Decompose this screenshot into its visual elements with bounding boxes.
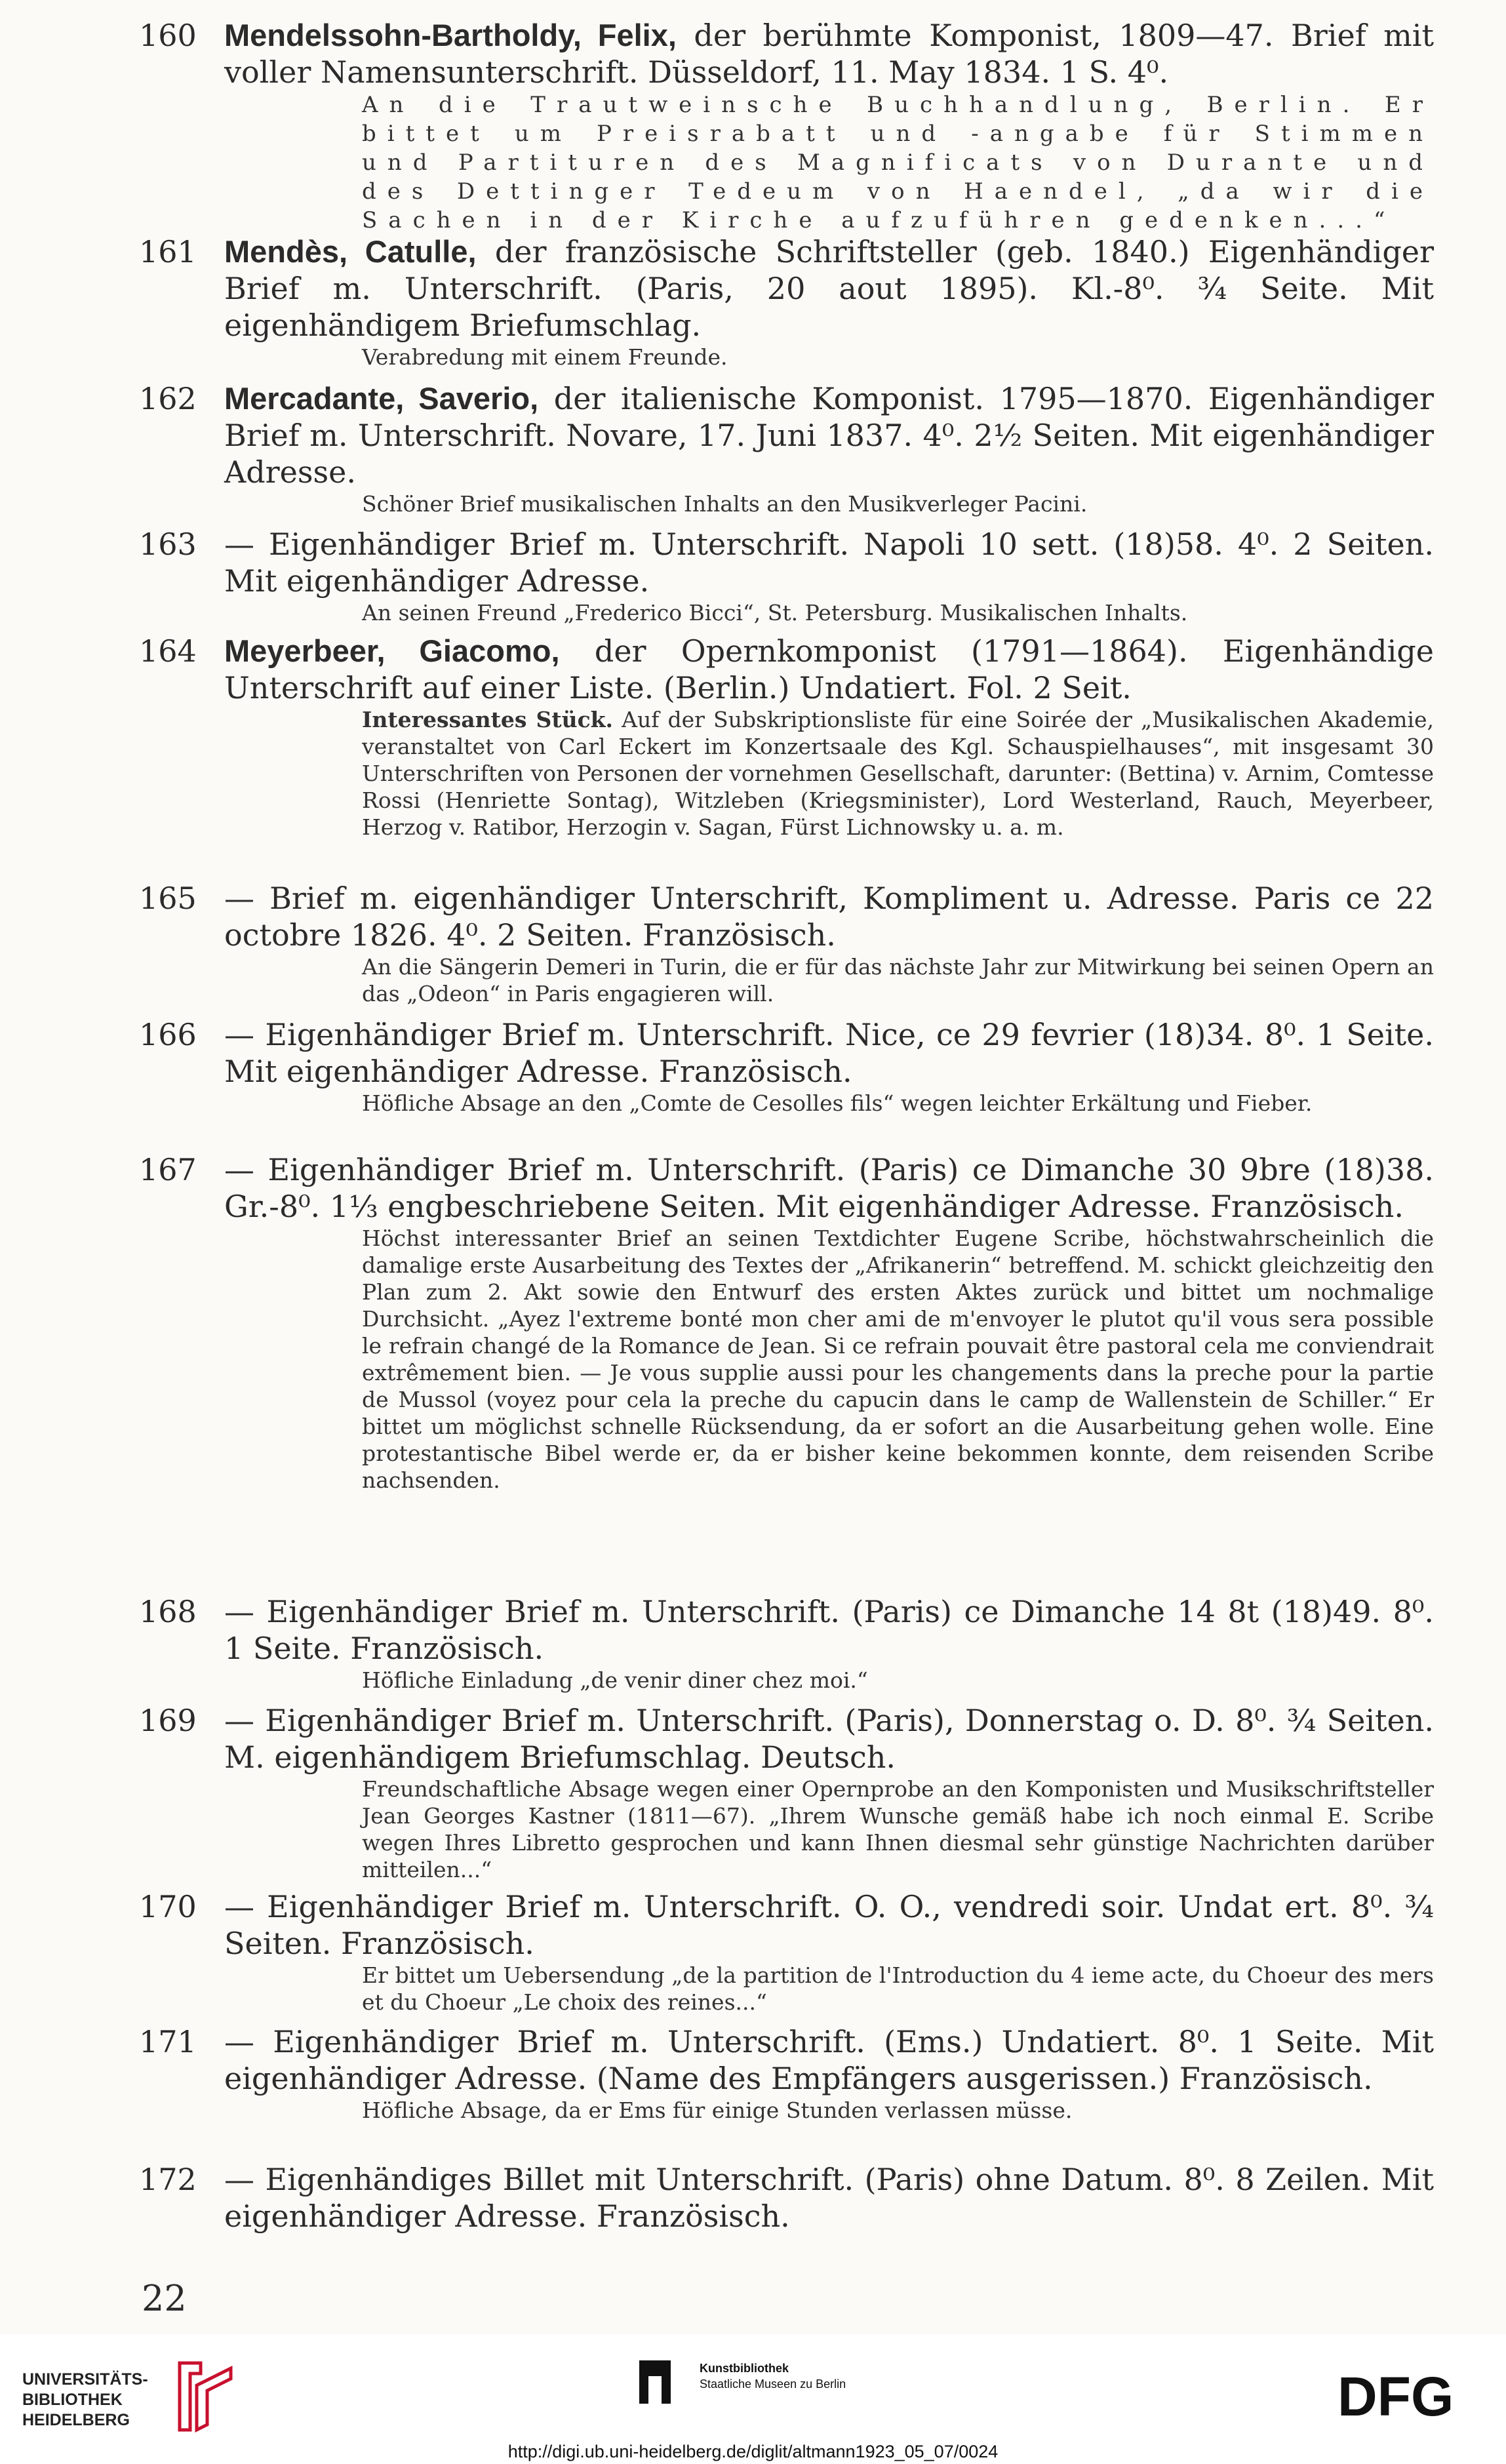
entry-main [224, 526, 1434, 599]
entry-163 [139, 526, 1434, 626]
entry-number: 171 [139, 2024, 197, 2059]
library-name-line: HEIDELBERG [22, 2411, 130, 2429]
entry-note: Höfliche Einladung „de venir diner chez moi.“ [362, 1667, 868, 1693]
library-name [22, 2370, 148, 2431]
entry-170 [139, 1888, 1434, 2016]
entry-171 [139, 2023, 1434, 2124]
entry-note: Er bittet um Uebersendung „de la partition de l'Introduction du 4 ieme acte, du Choeur des mers et du Choeur „Le choix des reines...“ [362, 1962, 1434, 2015]
entry-text: der berühmte Komponist, 1809—47. Brief mit voller Namensunterschrift. Düsseldorf, 11. May 1834. 1 S. 4⁰. [224, 18, 1435, 90]
entry-text: — Eigenhändiges Billet mit Unterschrift. (Paris) ohne Datum. 8⁰. 8 Zeilen. Mit eigenhändiger Adresse. Französisch. [224, 2162, 1434, 2234]
library-mark-icon [174, 2359, 235, 2435]
entry-note: Höfliche Absage, da er Ems für einige Stunden verlassen müsse. [362, 2097, 1073, 2123]
entry-name: Meyerbeer, Giacomo, [224, 633, 560, 668]
entry-note: Höfliche Absage an den „Comte de Cesolles fils“ wegen leichter Erkältung und Fieber. [362, 1090, 1313, 1116]
entry-note: Verabredung mit einem Freunde. [362, 344, 728, 370]
entry-167 [139, 1151, 1434, 1494]
entry-168 [139, 1593, 1434, 1694]
entry-note: Freundschaftliche Absage wegen einer Opernprobe an den Komponisten und Musikschriftsteller Jean Georges Kastner (1811—67). „Ihrem Wunsche gemäß habe ich noch einmal E. Scribe wegen Ihres Libretto gesprochen und kann Ihnen diesmal sehr günstige Nachrichten darüber mitteilen...“ [362, 1776, 1434, 1882]
university-library-logo[interactable] [22, 2358, 239, 2436]
entry-text: — Brief m. eigenhändiger Unterschrift, Kompliment u. Adresse. Paris ce 22 octobre 1826. 4⁰. 2 Seiten. Französisch. [224, 881, 1434, 953]
page-number: 22 [142, 2278, 187, 2319]
library-name-line: BIBLIOTHEK [22, 2391, 123, 2409]
entry-main [224, 1888, 1434, 1962]
kunstbibliothek-text [700, 2360, 846, 2392]
entry-number: 161 [139, 234, 197, 269]
entry-text: — Eigenhändiger Brief m. Unterschrift. O. O., vendredi soir. Undat ert. 8⁰. ¾ Seiten. Französisch. [224, 1889, 1434, 1961]
entry-main [224, 380, 1434, 490]
entry-number: 168 [139, 1594, 197, 1629]
entry-note: Höchst interessanter Brief an seinen Textdichter Eugene Scribe, höchstwahrscheinlich die damalige erste Ausarbeitung des Textes der „Afrikanerin“ betreffend. M. schickt gleichzeitig den Plan zum 2. Akt sowie den Entwurf des ersten Aktes zurück und bittet um nochmalige Durchsicht. „Ayez l'extreme bonté mon cher ami de m'envoyer le plutot qu'il vous sera possible le refrain changé de la Romance de Jean. Si ce refrain pouvait être pastoral cela me conviendrait extrêmement bien. — Je vous supplie aussi pour les changements dans la preche pour la partie de Mussol (voyez pour cela la preche du capucin dans le camp de Wallenstein de Schiller.“ Er bittet um möglichst schnelle Rücksendung, da er sofort an die Ausarbeitung gehen wolle. Eine protestantische Bibel werde er, da er bisher keine bekommen konnte, dem reisenden Scribe nachsenden. [362, 1225, 1434, 1493]
entry-text: — Eigenhändiger Brief m. Unterschrift. Nice, ce 29 fevrier (18)34. 8⁰. 1 Seite. Mit eigenhändiger Adresse. Französisch. [224, 1017, 1434, 1089]
kunstbibliothek-subtitle: Staatliche Museen zu Berlin [700, 2377, 846, 2391]
entry-name: Mendès, Catulle, [224, 234, 477, 269]
entry-160 [139, 17, 1434, 235]
entry-text: der französische Schriftsteller (geb. 1840.) Eigenhändiger Brief m. Unterschrift. (Paris, 20 aout 1895). Kl.-8⁰. ¾ Seite. Mit eigenhändigem Briefumschlag. [224, 234, 1435, 343]
entry-166 [139, 1016, 1434, 1117]
entry-number: 166 [139, 1017, 197, 1052]
entry-text: — Eigenhändiger Brief m. Unterschrift. (Paris) ce Dimanche 30 9bre (18)38. Gr.-8⁰. 1⅓ engbeschriebene Seiten. Mit eigenhändiger Adresse. Französisch. [224, 1152, 1434, 1224]
dfg-logo[interactable] [1338, 2372, 1482, 2419]
dfg-logo-text: DFG [1338, 2372, 1454, 2419]
entry-name: Mendelssohn-Bartholdy, Felix, [224, 18, 677, 52]
entry-note: Schöner Brief musikalischen Inhalts an den Musikverleger Pacini. [362, 491, 1088, 517]
entry-172 [139, 2161, 1434, 2235]
entry-number: 160 [139, 18, 197, 53]
entry-main [224, 17, 1434, 90]
entry-number: 169 [139, 1703, 197, 1738]
entry-note-text: Auf der Subskriptionsliste für eine Soirée der „Musikalischen Akademie, veranstaltet von Carl Eckert im Konzertsaale des Kgl. Schauspielhauses“, mit insgesamt 30 Unterschriften von Personen der vornehmen Gesellschaft, darunter: (Bettina) v. Arnim, Comtesse Rossi (Henriette Sontag), Witzleben (Kriegsminister), Lord Westerland, Rauch, Meyerbeer, Herzog v. Ratibor, Herzogin v. Sagan, Fürst Lichnowsky u. a. m. [362, 707, 1434, 840]
entry-162 [139, 380, 1434, 517]
entry-169 [139, 1702, 1434, 1883]
entry-number: 162 [139, 381, 197, 416]
entry-number: 163 [139, 527, 197, 562]
library-name-line: UNIVERSITÄTS- [22, 2370, 148, 2389]
entry-note-lead: Interessantes Stück. [362, 707, 614, 732]
entry-number: 172 [139, 2162, 197, 2197]
entry-text: — Eigenhändiger Brief m. Unterschrift. Napoli 10 sett. (18)58. 4⁰. 2 Seiten. Mit eigenhändiger Adresse. [224, 527, 1434, 599]
entry-note: An die Sängerin Demeri in Turin, die er für das nächste Jahr zur Mitwirkung bei seinen Opern an das „Odeon“ in Paris engagieren will. [362, 954, 1434, 1006]
entry-number: 164 [139, 633, 197, 669]
entry-text: der Opernkomponist (1791—1864). Eigenhändige Unterschrift auf einer Liste. (Berlin.) Undatiert. Fol. 2 Seit. [224, 633, 1435, 705]
entry-main [224, 1151, 1434, 1225]
source-url[interactable]: http://digi.ub.uni-heidelberg.de/diglit/altmann1923_05_07/0024 [507, 2442, 999, 2461]
entry-main [224, 1702, 1434, 1776]
entry-number: 167 [139, 1152, 197, 1187]
entry-note: An die Trautweinsche Buchhandlung, Berlin. Er bittet um Preisrabatt und -angabe für Stimmen und Partituren des Magnificats von Durante und des Dettinger Tedeum von Haendel, „da wir die Sachen in der Kirche aufzuführen gedenken...“ [362, 92, 1434, 233]
entry-text: der italienische Komponist. 1795—1870. Eigenhändiger Brief m. Unterschrift. Novare, 17. Juni 1837. 4⁰. 2½ Seiten. Mit eigenhändiger Adresse. [224, 381, 1434, 490]
kunstbibliothek-mark-icon [639, 2360, 671, 2404]
entry-number: 170 [139, 1889, 197, 1924]
digitization-footer [0, 2334, 1506, 2464]
entry-main [224, 633, 1434, 706]
entry-text: — Eigenhändiger Brief m. Unterschrift. (Paris), Donnerstag o. D. 8⁰. ¾ Seiten. M. eigenhändigem Briefumschlag. Deutsch. [224, 1703, 1434, 1775]
entry-note [362, 706, 1434, 841]
entry-165 [139, 880, 1434, 1007]
entry-main [224, 1593, 1434, 1667]
entry-number: 165 [139, 881, 197, 916]
entry-main [224, 2023, 1434, 2097]
entry-main [224, 2161, 1434, 2235]
entry-name: Mercadante, Saverio, [224, 381, 539, 416]
entry-main [224, 1016, 1434, 1090]
entry-161 [139, 233, 1434, 370]
entry-main [224, 233, 1434, 344]
kunstbibliothek-title: Kunstbibliothek [700, 2362, 789, 2375]
entry-note: An seinen Freund „Frederico Bicci“, St. Petersburg. Musikalischen Inhalts. [362, 600, 1188, 626]
entry-main [224, 880, 1434, 953]
entry-164 [139, 633, 1434, 841]
entry-text: — Eigenhändiger Brief m. Unterschrift. (Paris) ce Dimanche 14 8t (18)49. 8⁰. 1 Seite. Französisch. [224, 1594, 1434, 1666]
entry-text: — Eigenhändiger Brief m. Unterschrift. (Ems.) Undatiert. 8⁰. 1 Seite. Mit eigenhändiger Adresse. (Name des Empfängers ausgerissen.) Französisch. [224, 2024, 1434, 2096]
